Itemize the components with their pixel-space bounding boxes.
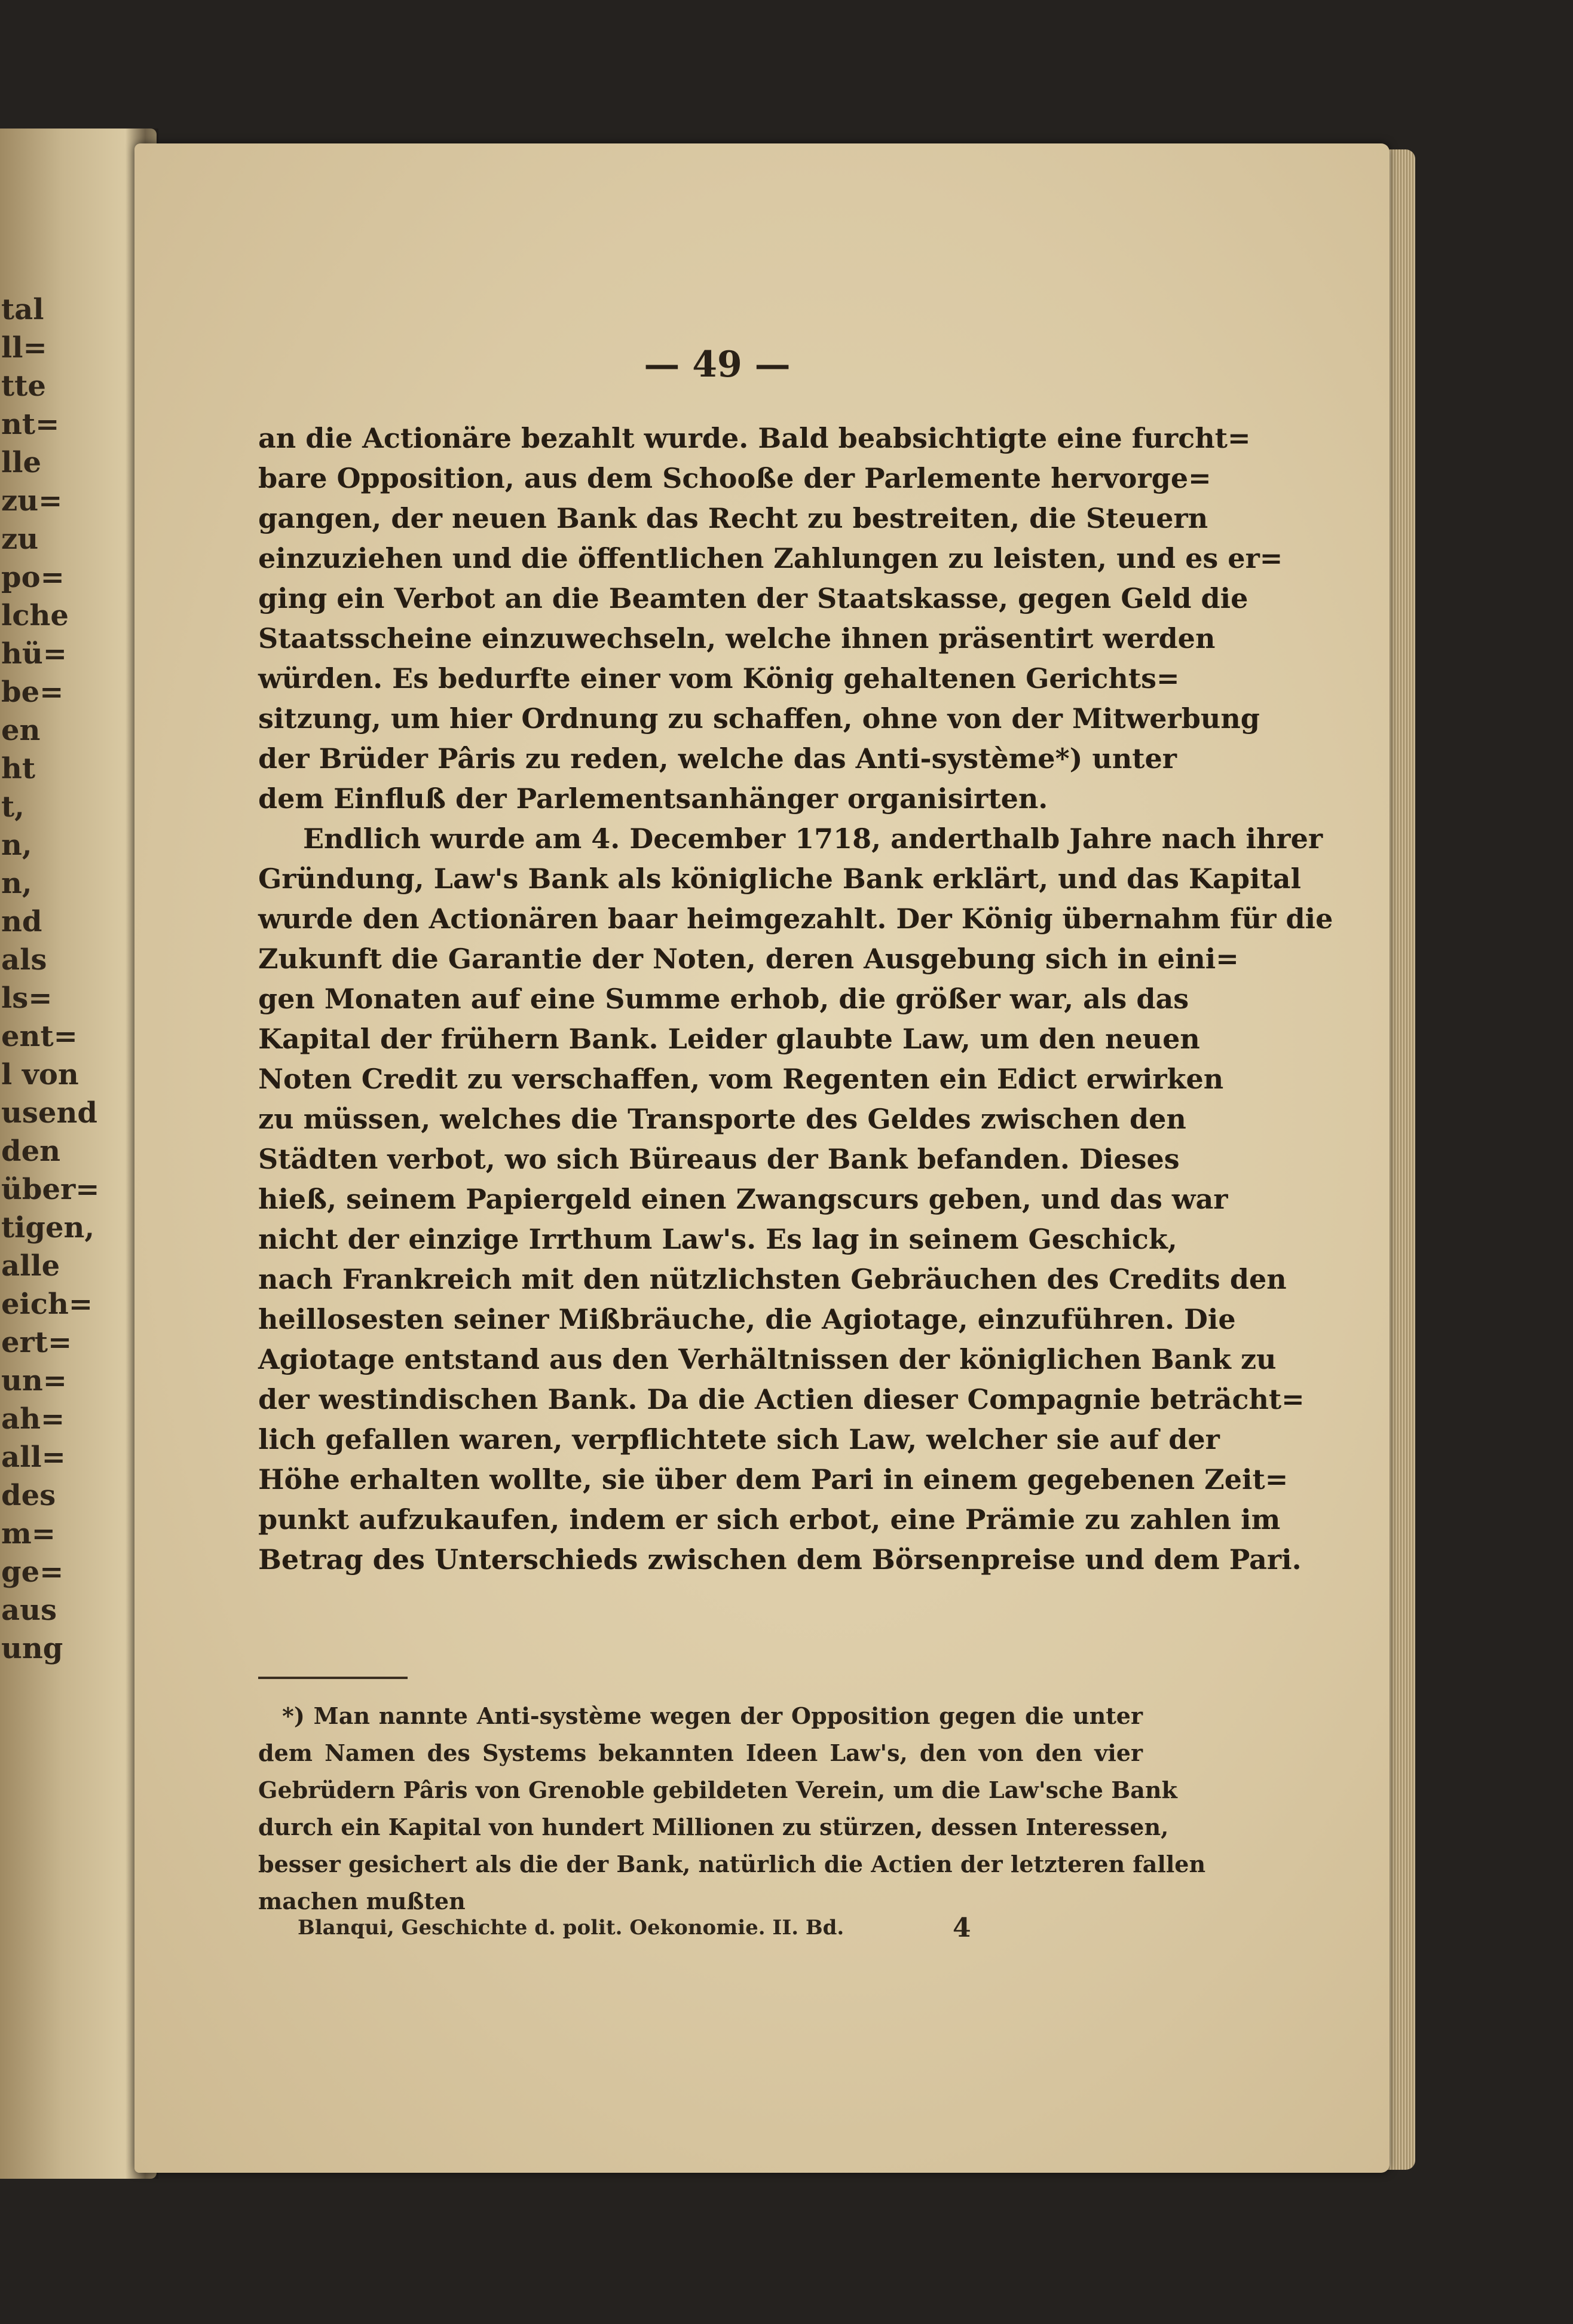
footnote-line: dem Namen des Systems bekannten Ideen Law's, den von den vier [258, 1739, 1143, 1766]
text-line: Noten Credit zu verschaffen, vom Regenten ein Edict erwirken [258, 1063, 1224, 1095]
text-line: würden. Es bedurfte einer vom König gehaltenen Gerichts= [258, 662, 1180, 695]
text-line: Agiotage entstand aus den Verhältnissen der königlichen Bank zu [258, 1343, 1277, 1375]
left-page-fragment: hü= [1, 637, 68, 671]
left-page-fragment: alle [1, 1249, 60, 1283]
text-line: bare Opposition, aus dem Schooße der Parlemente hervorge= [258, 462, 1211, 494]
left-page-fragment: ent= [1, 1020, 78, 1053]
text-line: nicht der einzige Irrthum Law's. Es lag in seinem Geschick, [258, 1223, 1177, 1255]
left-page-fragment: n, [1, 867, 32, 900]
text-line: Gründung, Law's Bank als königliche Bank erklärt, und das Kapital [258, 863, 1302, 895]
left-page-fragment: t, [1, 790, 25, 824]
text-line: Kapital der frühern Bank. Leider glaubte Law, um den neuen [258, 1023, 1200, 1055]
text-line: gangen, der neuen Bank das Recht zu bestreiten, die Steuern [258, 502, 1208, 534]
text-line: punkt aufzukaufen, indem er sich erbot, eine Prämie zu zahlen im [258, 1503, 1281, 1536]
left-page-fragment: tte [1, 369, 46, 403]
left-page-fragment: eich= [1, 1288, 93, 1321]
text-line: gen Monaten auf eine Summe erhob, die größer war, als das [258, 983, 1189, 1015]
left-page-fragment: usend [1, 1096, 97, 1130]
left-page-fragment: n, [1, 828, 32, 862]
left-page-fragment: zu= [1, 484, 63, 518]
signature-mark: 4 [953, 1913, 971, 1943]
text-line: heillosesten seiner Mißbräuche, die Agiotage, einzuführen. Die [258, 1303, 1236, 1335]
left-page-fragment: tal [1, 293, 44, 326]
text-line: sitzung, um hier Ordnung zu schaffen, ohne von der Mitwerbung [258, 702, 1260, 735]
text-line: Höhe erhalten wollte, sie über dem Pari in einem gegebenen Zeit= [258, 1463, 1289, 1496]
left-page-fragment: ls= [1, 981, 53, 1015]
left-page-fragment: lle [1, 446, 42, 479]
printer-signature: Blanqui, Geschichte d. polit. Oekonomie. II. Bd. [298, 1916, 844, 1940]
left-page-fragment: nt= [1, 408, 60, 441]
text-line: lich gefallen waren, verpflichtete sich Law, welcher sie auf der [258, 1423, 1220, 1455]
left-page-fragment: en [1, 714, 41, 747]
footnote-line: Gebrüdern Pâris von Grenoble gebildeten Verein, um die Law'sche Bank [258, 1776, 1177, 1803]
text-line: an die Actionäre bezahlt wurde. Bald beabsichtigte eine furcht= [258, 422, 1251, 454]
left-page-fragment: den [1, 1135, 60, 1168]
left-page-fragment: tigen, [1, 1211, 95, 1244]
text-line: hieß, seinem Papiergeld einen Zwangscurs geben, und das war [258, 1183, 1228, 1215]
text-line: zu müssen, welches die Transporte des Geldes zwischen den [258, 1103, 1186, 1135]
page-number: — 49 — [644, 344, 791, 386]
footnote-line: *) Man nannte Anti-système wegen der Opposition gegen die unter [282, 1702, 1143, 1729]
footnote-line: durch ein Kapital von hundert Millionen zu stürzen, dessen Interessen, [258, 1814, 1169, 1840]
left-page-fragment: ll= [1, 331, 47, 365]
footnote-line: machen mußten [258, 1888, 466, 1915]
left-page-fragment: des [1, 1479, 56, 1512]
body-text [258, 418, 1333, 1580]
left-page-fragment: nd [1, 905, 42, 938]
text-line: einzuziehen und die öffentlichen Zahlungen zu leisten, und es er= [258, 542, 1283, 574]
text-line: Endlich wurde am 4. December 1718, anderthalb Jahre nach ihrer [303, 822, 1323, 855]
text-line: wurde den Actionären baar heimgezahlt. Der König übernahm für die [258, 903, 1333, 935]
text-line: der westindischen Bank. Da die Actien dieser Compagnie beträcht= [258, 1383, 1305, 1415]
text-line: Zukunft die Garantie der Noten, deren Ausgebung sich in eini= [258, 943, 1239, 975]
left-page-fragment: m= [1, 1517, 56, 1551]
text-line: Städten verbot, wo sich Büreaus der Bank befanden. Dieses [258, 1143, 1180, 1175]
left-page-fragment: be= [1, 675, 64, 709]
left-page-fragment: als [1, 943, 47, 977]
left-page-fragment: l von [1, 1058, 79, 1091]
left-page-fragment: all= [1, 1441, 66, 1474]
text-line: nach Frankreich mit den nützlichsten Gebräuchen des Credits den [258, 1263, 1287, 1295]
left-page-fragment: un= [1, 1364, 68, 1398]
text-line: dem Einfluß der Parlementsanhänger organisirten. [258, 782, 1048, 815]
footnote [258, 1698, 1206, 1920]
text-line: ging ein Verbot an die Beamten der Staatskasse, gegen Geld die [258, 582, 1248, 614]
left-page-fragment: zu [1, 522, 39, 556]
footnote-line: besser gesichert als die der Bank, natürlich die Actien der letzteren fallen [258, 1851, 1206, 1877]
left-page-fragment: ht [1, 752, 36, 785]
left-page-fragment: po= [1, 561, 65, 594]
footnote-rule [258, 1677, 408, 1679]
left-page-fragment: lche [1, 599, 69, 632]
left-page-fragment: ah= [1, 1402, 65, 1436]
left-page-fragment: ge= [1, 1555, 64, 1589]
text-line: Betrag des Unterschieds zwischen dem Börsenpreise und dem Pari. [258, 1543, 1302, 1576]
text-line: der Brüder Pâris zu reden, welche das Anti-système*) unter [258, 742, 1177, 775]
left-page-fragment: ung [1, 1632, 63, 1665]
text-line: Staatsscheine einzuwechseln, welche ihnen präsentirt werden [258, 622, 1216, 655]
left-page-fragment: über= [1, 1173, 100, 1206]
left-page-fragment: ert= [1, 1326, 72, 1359]
left-page-fragment: aus [1, 1594, 57, 1627]
